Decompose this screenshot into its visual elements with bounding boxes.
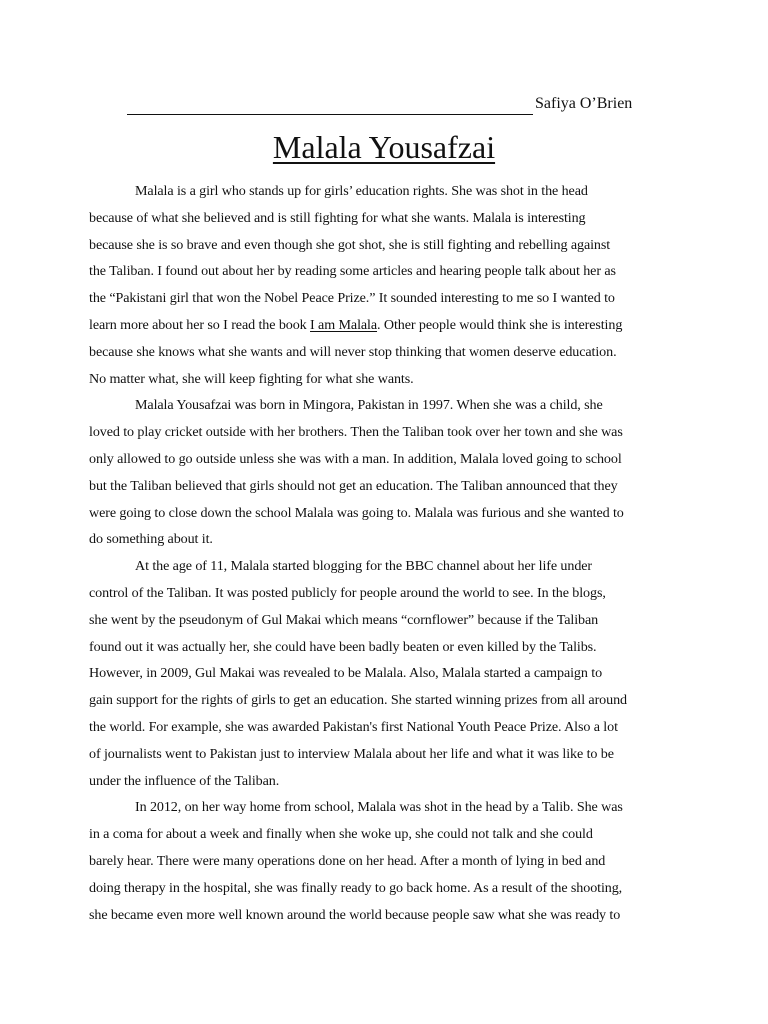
text-line: do something about it. — [89, 531, 213, 548]
text-line: In 2012, on her way home from school, Malala was shot in the head by a Talib. She was — [135, 799, 623, 816]
paragraph-3 — [89, 553, 679, 794]
paragraph-4 — [89, 794, 679, 928]
essay-body — [89, 178, 679, 928]
text-line: under the influence of the Taliban. — [89, 772, 280, 789]
essay-title — [0, 125, 768, 169]
text-line: At the age of 11, Malala started blogging for the BBC channel about her life under — [135, 558, 593, 575]
text-line: loved to play cricket outside with her brothers. Then the Taliban took over her town and she was — [89, 424, 623, 441]
text-line: because of what she believed and is still fighting for what she wants. Malala is interesting — [89, 209, 586, 226]
text-line: she went by the pseudonym of Gul Makai which means “cornflower” because if the Taliban — [89, 611, 599, 628]
text-line: she became even more well known around the world because people saw what she was ready to — [89, 906, 621, 923]
text-line: but the Taliban believed that girls should not get an education. The Taliban announced that they — [89, 477, 618, 494]
text-line: were going to close down the school Malala was going to. Malala was furious and she wanted to — [89, 504, 624, 521]
text-line: However, in 2009, Gul Makai was revealed to be Malala. Also, Malala started a campaign to — [89, 665, 603, 682]
text-line: because she knows what she wants and will never stop thinking that women deserve education. — [89, 343, 617, 360]
text-line: only allowed to go outside unless she was with a man. In addition, Malala loved going to school — [89, 450, 622, 467]
text-line: the world. For example, she was awarded Pakistan's first National Youth Peace Prize. Also a lot — [89, 718, 618, 735]
text-line: the “Pakistani girl that won the Nobel Peace Prize.” It sounded interesting to me so I wanted to — [89, 290, 615, 307]
author-name: Safiya O’Brien — [535, 95, 633, 112]
text-line: in a coma for about a week and finally when she woke up, she could not talk and she could — [89, 826, 593, 843]
text-line: of journalists went to Pakistan just to interview Malala about her life and what it was like to be — [89, 745, 614, 762]
text-line: Malala is a girl who stands up for girls’ education rights. She was shot in the head — [135, 183, 588, 199]
text-line-with-book-title — [89, 312, 679, 339]
text-line: because she is so brave and even though she got shot, she is still fighting and rebelling against — [89, 236, 611, 253]
text-line: doing therapy in the hospital, she was finally ready to go back home. As a result of the shooting, — [89, 879, 623, 896]
text-line: control of the Taliban. It was posted publicly for people around the world to see. In the blogs, — [89, 584, 606, 601]
text-line: barely hear. There were many operations done on her head. After a month of lying in bed and — [89, 852, 606, 869]
name-signature-line — [127, 114, 533, 115]
text-line: Malala Yousafzai was born in Mingora, Pakistan in 1997. When she was a child, she — [135, 397, 603, 414]
paragraph-1 — [89, 178, 679, 392]
text-fragment: . Other people would think she is interesting — [377, 316, 623, 333]
text-line: found out it was actually her, she could have been badly beaten or even killed by the Talibs. — [89, 638, 597, 655]
book-title: I am Malala — [310, 316, 378, 333]
paragraph-2 — [89, 392, 679, 553]
essay-title-text: Malala Yousafzai — [272, 129, 496, 165]
text-line: No matter what, she will keep fighting for what she wants. — [89, 370, 414, 387]
text-line: gain support for the rights of girls to get an education. She started winning prizes from all around — [89, 692, 627, 709]
text-fragment: learn more about her so I read the book — [89, 316, 311, 333]
text-line: the Taliban. I found out about her by reading some articles and hearing people talk about her as — [89, 263, 616, 280]
